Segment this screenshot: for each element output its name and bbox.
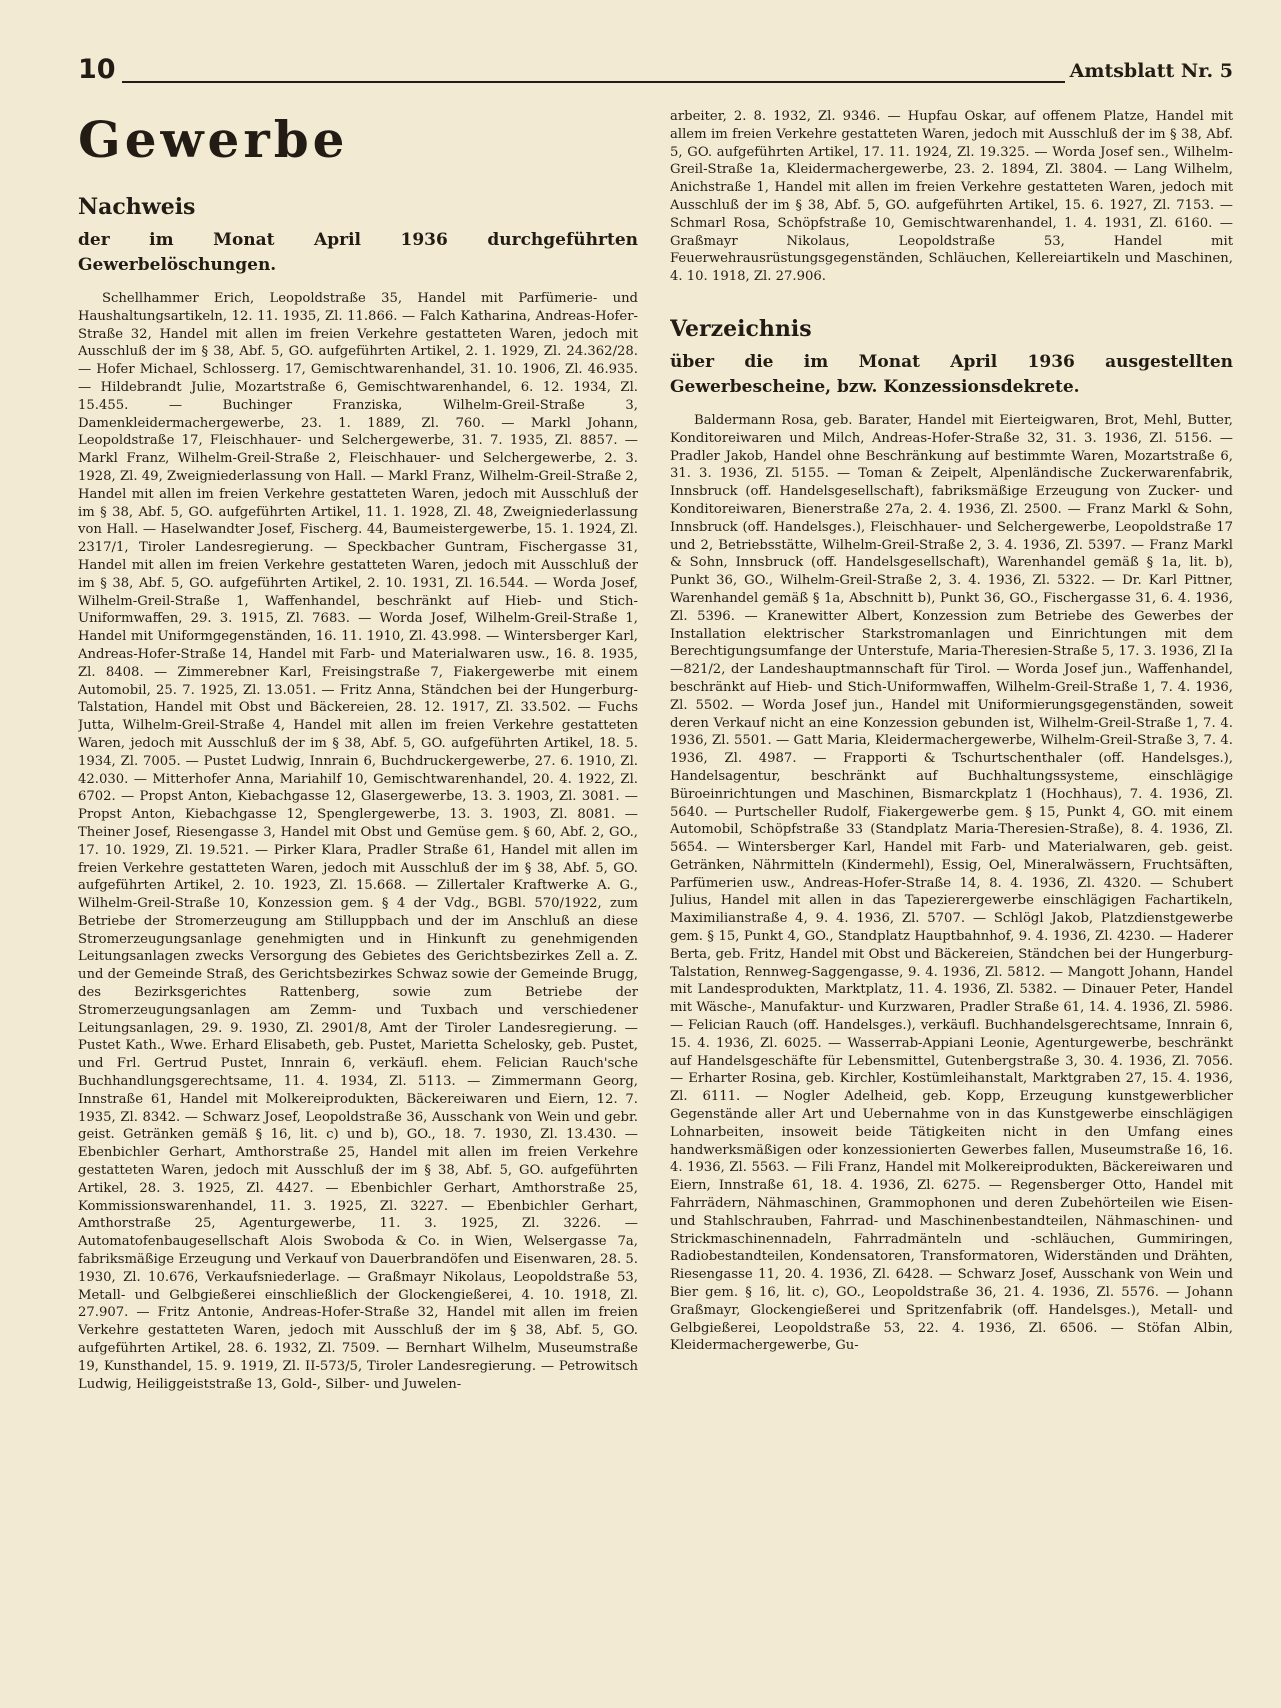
verzeichnis-subheading: über die im Monat April 1936 ausgestellten Gewerbescheine, bzw. Konzessionsdekrete. <box>670 351 1233 397</box>
header-rule <box>122 81 1065 83</box>
nachweis-continuation: arbeiter, 2. 8. 1932, Zl. 9346. — Hupfau Oskar, auf offenem Platze, Handel mit allem im freien Verkehre gestatteten Waren, jedoch mit Ausschluß der im § 38, Abf. 5, GO. aufgeführten Artikel, 17. 11. 1924, Zl. 19.325. — Worda Josef sen., Wilhelm-Greil-Straße 1a, Kleidermachergewerbe, 23. 2. 1894, Zl. 3804. — Lang Wilhelm, Anichstraße 1, Handel mit allen im freien Verkehre gestatteten Waren, jedoch mit Ausschluß der im § 38, Abf. 5, GO. aufgeführten Artikel, 15. 6. 1927, Zl. 7153. — Schmarl Rosa, Schöpfstraße 10, Gemischtwarenhandel, 1. 4. 1931, Zl. 6160. — Graßmayr Nikolaus, Leopoldstraße 53, Handel mit Feuerwehrausrüstungsgegenständen, Schläuchen, Kellereiartikeln und Maschinen, 4. 10. 1918, Zl. 27.906. <box>670 109 1233 285</box>
page-header <box>78 54 1233 94</box>
verzeichnis-heading: Verzeichnis <box>670 315 812 342</box>
page-number: 10 <box>78 54 116 85</box>
nachweis-subheading: der im Monat April 1936 durchgeführten Gewerbelöschungen. <box>78 230 638 275</box>
left-column <box>78 108 638 1680</box>
section-spacer <box>670 286 1233 316</box>
section-title: Gewerbe <box>78 110 349 169</box>
nachweis-text: Schellhammer Erich, Leopoldstraße 35, Handel mit Parfümerie- und Haushaltungsartikeln, 12. 11. 1935, Zl. 11.866. — Falch Katharina, Andreas-Hofer-Straße 32, Handel mit allen im freien Verkehre gestatteten Waren, jedoch mit Ausschluß der im § 38, Abf. 5, GO. aufgeführten Artikel, 2. 1. 1929, Zl. 24.362/28. — Hofer Michael, Schlosserg. 17, Gemischtwarenhandel, 31. 10. 1906, Zl. 46.935. — Hildebrandt Julie, Mozartstraße 6, Gemischtwarenhandel, 6. 12. 1934, Zl. 15.455. — Buchinger Franziska, Wilhelm-Greil-Straße 3, Damenkleidermachergewerbe, 23. 1. 1889, Zl. 760. — Markl Johann, Leopoldstraße 17, Fleischhauer- und Selchergewerbe, 31. 7. 1935, Zl. 8857. — Markl Franz, Wilhelm-Greil-Straße 2, Fleischhauer- und Selchergewerbe, 2. 3. 1928, Zl. 49, Zweigniederlassung von Hall. — Markl Franz, Wilhelm-Greil-Straße 2, Handel mit allen im freien Verkehre gestatteten Waren, jedoch mit Ausschluß der im § 38, Abf. 5, GO. aufgeführten Artikel, 11. 1. 1928, Zl. 48, Zweigniederlassung von Hall. — Haselwandter Josef, Fischerg. 44, Baumeistergewerbe, 15. 1. 1924, Zl. 2317/1, Tiroler Landesregierung. — Speckbacher Guntram, Fischergasse 31, Handel mit allen im freien Verkehre gestatteten Waren, jedoch mit Ausschluß der im § 38, Abf. 5, GO. aufgeführten Artikel, 2. 10. 1931, Zl. 16.544. — Worda Josef, Wilhelm-Greil-Straße 1, Waffenhandel, beschränkt auf Hieb- und Stich-Uniformwaffen, 29. 3. 1915, Zl. 7683. — Worda Josef, Wilhelm-Greil-Straße 1, Handel mit Uniformgegenständen, 16. 11. 1910, Zl. 43.998. — Wintersberger Karl, Andreas-Hofer-Straße 14, Handel mit Farb- und Materialwaren usw., 16. 8. 1935, Zl. 8408. — Zimmerebner Karl, Freisingstraße 7, Fiakergewerbe mit einem Automobil, 25. 7. 1925, Zl. 13.051. — Fritz Anna, Ständchen bei der Hungerburg-Talstation, Handel mit Obst und Bäckereien, 28. 12. 1917, Zl. 33.502. — Fuchs Jutta, Wilhelm-Greil-Straße 4, Handel mit allen im freien Verkehre gestatteten Waren, jedoch mit Ausschluß der im § 38, Abf. 5, GO. aufgeführten Artikel, 18. 5. 1934, Zl. 7005. — Pustet Ludwig, Innrain 6, Buchdruckergewerbe, 27. 6. 1910, Zl. 42.030. — Mitterhofer Anna, Mariahilf 10, Gemischtwarenhandel, 20. 4. 1922, Zl. 6702. — Propst Anton, Kiebachgasse 12, Glasergewerbe, 13. 3. 1903, Zl. 3081. — Propst Anton, Kiebachgasse 12, Spenglergewerbe, 13. 3. 1903, Zl. 8081. — Theiner Josef, Riesengasse 3, Handel mit Obst und Gemüse gem. § 60, Abf. 2, GO., 17. 10. 1929, Zl. 19.521. — Pirker Klara, Pradler Straße 61, Handel mit allen im freien Verkehre gestatteten Waren, jedoch mit Ausschluß der im § 38, Abf. 5, GO. aufgeführten Artikel, 2. 10. 1923, Zl. 15.668. — Zillertaler Kraftwerke A. G., Wilhelm-Greil-Straße 10, Konzession gem. § 4 der Vdg., BGBl. 570/1922, zum Betriebe der Stromerzeugung am Stilluppbach und der im Anschluß an diese Stromerzeugungsanlage genehmigten und in Hinkunft zu genehmigenden Leitungsanlagen zwecks Versorgung des Gebietes des Gerichtsbezirkes Zell a. Z. und der Gemeinde Straß, des Gerichtsbezirkes Schwaz sowie der Gemeinde Brugg, des Bezirksgerichtes Rattenberg, sowie zum Betriebe der Stromerzeugungsanlagen am Zemm- und Tuxbach und verschiedener Leitungsanlagen, 29. 9. 1930, Zl. 2901/8, Amt der Tiroler Landesregierung. — Pustet Kath., Wwe. Erhard Elisabeth, geb. Pustet, Marietta Schelosky, geb. Pustet, und Frl. Gertrud Pustet, Innrain 6, verkäufl. ehem. Felician Rauch'sche Buchhandlungsgerechtsame, 11. 4. 1934, Zl. 5113. — Zimmermann Georg, Innstraße 61, Handel mit Molkereiprodukten, Bäckereiwaren und Eiern, 12. 7. 1935, Zl. 8342. — Schwarz Josef, Leopoldstraße 36, Ausschank von Wein und gebr. geist. Getränken gemäß § 16, lit. c) und b), GO., 18. 7. 1930, Zl. 13.430. — Ebenbichler Gerhart, Amthorstraße 25, Handel mit allen im freien Verkehre gestatteten Waren, jedoch mit Ausschluß der im § 38, Abf. 5, GO. aufgeführten Artikel, 28. 3. 1925, Zl. 4427. — Ebenbichler Gerhart, Amthorstraße 25, Kommissionswarenhandel, 11. 3. 1925, Zl. 3227. — Ebenbichler Gerhart, Amthorstraße 25, Agenturgewerbe, 11. 3. 1925, Zl. 3226. — Automatofenbaugesellschaft Alois Swoboda & Co. in Wien, Welsergasse 7a, fabriksmäßige Erzeugung und Verkauf von Dauerbrandöfen und Eisenwaren, 28. 5. 1930, Zl. 10.676, Verkaufsniederlage. — Graßmayr Nikolaus, Leopoldstraße 53, Metall- und Gelbgießerei einschließlich der Glockengießerei, 4. 10. 1918, Zl. 27.907. — Fritz Antonie, Andreas-Hofer-Straße 32, Handel mit allen im freien Verkehre gestatteten Waren, jedoch mit Ausschluß der im § 38, Abf. 5, GO. aufgeführten Artikel, 28. 6. 1932, Zl. 7509. — Bernhart Wilhelm, Museumstraße 19, Kunsthandel, 15. 9. 1919, Zl. II-573/5, Tiroler Landesregierung. — Petrowitsch Ludwig, Heiliggeiststraße 13, Gold-, Silber- und Juwelen- <box>78 291 638 1392</box>
right-column <box>670 108 1233 1680</box>
verzeichnis-text: Baldermann Rosa, geb. Barater, Handel mit Eierteigwaren, Brot, Mehl, Butter, Konditoreiwaren und Milch, Andreas-Hofer-Straße 32, 31. 3. 1936, Zl. 5156. — Pradler Jakob, Handel ohne Beschränkung auf bestimmte Waren, Mozartstraße 6, 31. 3. 1936, Zl. 5155. — Toman & Zeipelt, Alpenländische Zuckerwarenfabrik, Innsbruck (off. Handelsgesellschaft), fabriksmäßige Erzeugung von Zucker- und Konditoreiwaren, Bienerstraße 27a, 2. 4. 1936, Zl. 2500. — Franz Markl & Sohn, Innsbruck (off. Handelsges.), Fleischhauer- und Selchergewerbe, Leopoldstraße 17 und 2, Betriebsstätte, Wilhelm-Greil-Straße 2, 3. 4. 1936, Zl. 5397. — Franz Markl & Sohn, Innsbruck (off. Handelsgesellschaft), Warenhandel gemäß § 1a, lit. b), Punkt 36, GO., Wilhelm-Greil-Straße 2, 3. 4. 1936, Zl. 5322. — Dr. Karl Pittner, Warenhandel gemäß § 1a, Abschnitt b), Punkt 36, GO., Fischergasse 31, 6. 4. 1936, Zl. 5396. — Kranewitter Albert, Konzession zum Betriebe des Gewerbes der Installation elektrischer Starkstromanlagen und Einrichtungen mit dem Berechtigungsumfange der Unterstufe, Maria-Theresien-Straße 5, 17. 3. 1936, Zl Ia—821/2, der Landeshauptmannschaft für Tirol. — Worda Josef jun., Waffenhandel, beschränkt auf Hieb- und Stich-Uniformwaffen, Wilhelm-Greil-Straße 1, 7. 4. 1936, Zl. 5502. — Worda Josef jun., Handel mit Uniformierungsgegenständen, soweit deren Verkauf nicht an eine Konzession gebunden ist, Wilhelm-Greil-Straße 1, 7. 4. 1936, Zl. 5501. — Gatt Maria, Kleidermachergewerbe, Wilhelm-Greil-Straße 3, 7. 4. 1936, Zl. 4987. — Frapporti & Tschurtschenthaler (off. Handelsges.), Handelsagentur, beschränkt auf Buchhaltungssysteme, einschlägige Büroeinrichtungen und Maschinen, Bismarckplatz 1 (Hochhaus), 7. 4. 1936, Zl. 5640. — Purtscheller Rudolf, Fiakergewerbe gem. § 15, Punkt 4, GO. mit einem Automobil, Schöpfstraße 33 (Standplatz Maria-Theresien-Straße), 8. 4. 1936, Zl. 5654. — Wintersberger Karl, Handel mit Farb- und Materialwaren, geb. geist. Getränken, Nährmitteln (Kindermehl), Essig, Oel, Mineralwässern, Fruchtsäften, Parfümerien usw., Andreas-Hofer-Straße 14, 8. 4. 1936, Zl. 4320. — Schubert Julius, Handel mit allen in das Tapezierergewerbe einschlägigen Fachartikeln, Maximilianstraße 4, 9. 4. 1936, Zl. 5707. — Schlögl Jakob, Platzdienstgewerbe gem. § 15, Punkt 4, GO., Standplatz Hauptbahnhof, 9. 4. 1936, Zl. 4230. — Haderer Berta, geb. Fritz, Handel mit Obst und Bäckereien, Ständchen bei der Hungerburg-Talstation, Rennweg-Saggengasse, 9. 4. 1936, Zl. 5812. — Mangott Johann, Handel mit Landesprodukten, Marktplatz, 11. 4. 1936, Zl. 5382. — Dinauer Peter, Handel mit Wäsche-, Manufaktur- und Kurzwaren, Pradler Straße 61, 14. 4. 1936, Zl. 5986. — Felician Rauch (off. Handelsges.), verkäufl. Buchhandelsgerechtsame, Innrain 6, 15. 4. 1936, Zl. 6025. — Wasserrab-Appiani Leonie, Agenturgewerbe, beschränkt auf Handelsgeschäfte für Lebensmittel, Gutenbergstraße 3, 30. 4. 1936, Zl. 7056. — Erharter Rosina, geb. Kirchler, Kostümleihanstalt, Marktgraben 27, 15. 4. 1936, Zl. 6111. — Nogler Adelheid, geb. Kopp, Erzeugung kunstgewerblicher Gegenstände aller Art und Uebernahme von in das Kunstgewerbe einschlägigen Lohnarbeiten, insoweit beide Tätigkeiten nicht in den Umfang eines handwerksmäßigen oder konzessionierten Gewerbes fallen, Museumstraße 16, 16. 4. 1936, Zl. 5563. — Fili Franz, Handel mit Molkereiprodukten, Bäckereiwaren und Eiern, Innstraße 61, 18. 4. 1936, Zl. 6275. — Regensberger Otto, Handel mit Fahrrädern, Nähmaschinen, Grammophonen und deren Zubehörteilen wie Eisen- und Stahlschrauben, Fahrrad- und Maschinenbestandteilen, Nähmaschinen- und Strickmaschinennadeln, Fahrradmänteln und -schläuchen, Gummiringen, Radiobestandteilen, Kondensatoren, Transformatoren, Widerständen und Drähten, Riesengasse 11, 20. 4. 1936, Zl. 6428. — Schwarz Josef, Ausschank von Wein und Bier gem. § 16, lit. c), GO., Leopoldstraße 36, 21. 4. 1936, Zl. 5576. — Johann Graßmayr, Glockengießerei und Spritzenfabrik (off. Handelsges.), Metall- und Gelbgießerei, Leopoldstraße 53, 22. 4. 1936, Zl. 6506. — Stöfan Albin, Kleidermachergewerbe, Gu- <box>670 412 1233 1354</box>
nachweis-heading: Nachweis <box>78 194 196 220</box>
running-head: Amtsblatt Nr. 5 <box>1069 60 1233 82</box>
